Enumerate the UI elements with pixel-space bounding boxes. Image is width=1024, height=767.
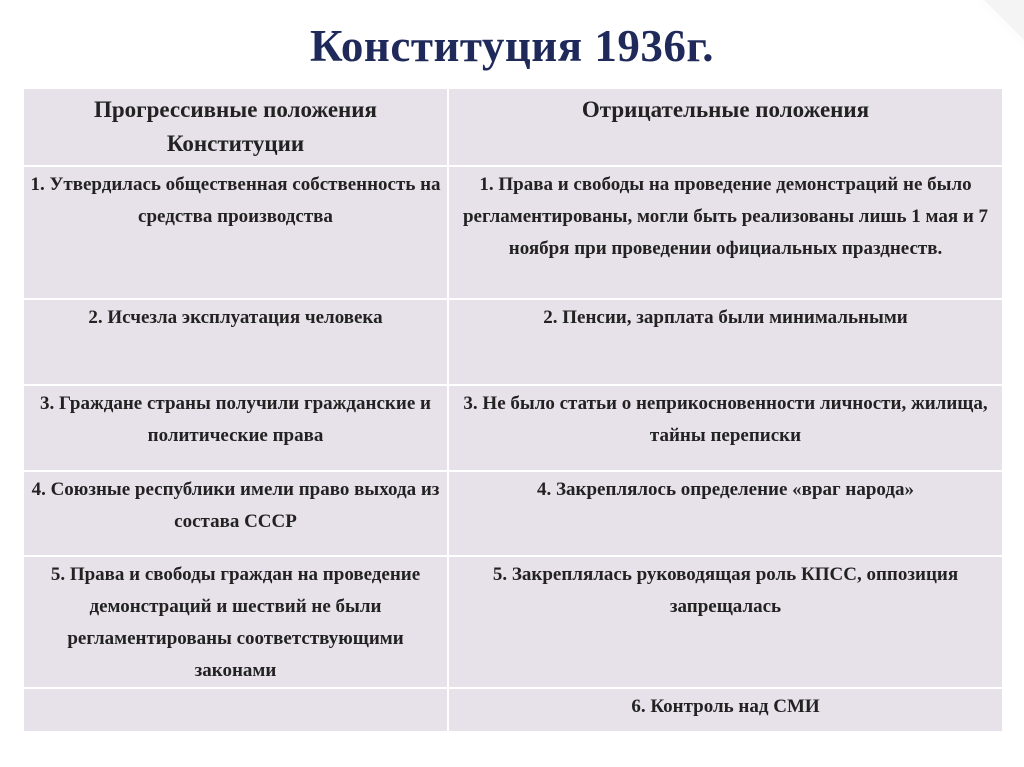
- cell-negative: 4. Закреплялось определение «враг народа»: [448, 471, 1003, 556]
- table-row: [23, 688, 1003, 732]
- cell-positive: 5. Права и свободы граждан на проведение демонстраций и шествий не были регламентированы соответствующими законами: [23, 556, 448, 688]
- cell-positive: [23, 688, 448, 732]
- cell-negative: 3. Не было статьи о неприкосновенности личности, жилища, тайны переписки: [448, 385, 1003, 471]
- table-row: [23, 471, 1003, 556]
- cell-negative: 6. Контроль над СМИ: [448, 688, 1003, 732]
- table-row: [23, 166, 1003, 299]
- header-positive: Прогрессивные положения Конституции: [23, 88, 448, 166]
- table-row: [23, 556, 1003, 688]
- table-row: [23, 299, 1003, 385]
- cell-negative: 5. Закреплялась руководящая роль КПСС, оппозиция запрещалась: [448, 556, 1003, 688]
- comparison-table: [22, 87, 1004, 733]
- slide-title: Конституция 1936г.: [310, 21, 714, 71]
- table-header-row: [23, 88, 1003, 166]
- cell-negative: 1. Права и свободы на проведение демонстраций не было регламентированы, могли быть реализованы лишь 1 мая и 7 ноября при проведении официальных празднеств.: [448, 166, 1003, 299]
- header-negative: Отрицательные положения: [448, 88, 1003, 166]
- cell-positive: 2. Исчезла эксплуатация человека: [23, 299, 448, 385]
- cell-positive: 4. Союзные республики имели право выхода из состава СССР: [23, 471, 448, 556]
- cell-negative: 2. Пенсии, зарплата были минимальными: [448, 299, 1003, 385]
- cell-positive: 1. Утвердилась общественная собственность на средства производства: [23, 166, 448, 299]
- table-row: [23, 385, 1003, 471]
- cell-positive: 3. Граждане страны получили гражданские и политические права: [23, 385, 448, 471]
